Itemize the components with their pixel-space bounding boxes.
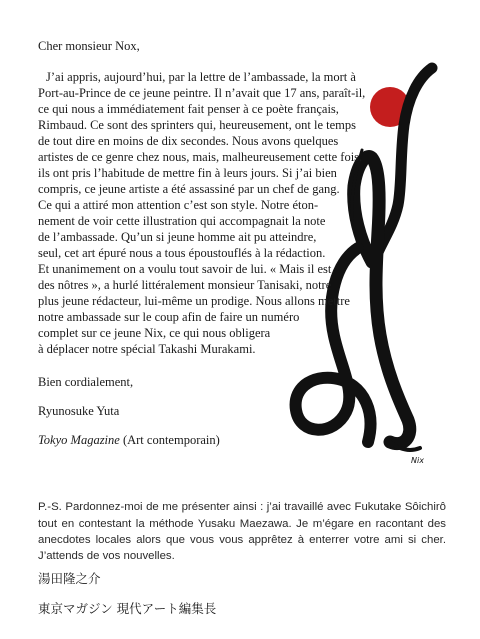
letter-line: Port-au-Prince de ce jeune peintre. Il n’avait que 17 ans, paraît-il, [38, 86, 366, 100]
postscript: P.-S. Pardonnez-moi de me présenter ainsi : j’ai travaillé avec Fukutake Sôichirô tout en contestant la méthode Yusaku Maezawa. Je m’égare en racontant des anecdotes locales alors que vous vous apprêtez à enterrer votre ami si cher. J’attends de vos nouvelles. [38, 501, 446, 562]
letter-line: J’ai appris, aujourd’hui, par la lettre de l’ambassade, la mort à [46, 70, 356, 84]
publication-line [38, 432, 448, 448]
letter-line: de l’ambassade. Qu’un si jeune homme ait pu atteindre, [38, 230, 317, 244]
letter-line: plus jeune rédacteur, lui-même un prodige. Nous allons mettre [38, 294, 350, 308]
letter-line: complet sur ce jeune Nix, ce qui nous obligera [38, 326, 271, 340]
letter-line: artistes de ce genre chez nous, mais, malheureusement cette fois, [38, 150, 363, 164]
japanese-name: 湯田隆之介 [38, 571, 101, 586]
letter-line: seul, cet art épuré nous a tous époustouflés à la rédaction. [38, 246, 326, 260]
letter-line: notre ambassade sur le coup afin de faire un numéro [38, 310, 300, 324]
letter-line: Et unanimement on a voulu tout savoir de lui. « Mais il est [38, 262, 332, 276]
letter-line: de tout dire en moins de dix secondes. Nous avons quelques [38, 134, 339, 148]
artist-signature: Nix [411, 456, 424, 465]
letter-line: ils ont pris l’habitude de mettre fin à leurs jours. Si j’ai bien [38, 166, 337, 180]
japanese-title: 東京マガジン 現代アート編集長 [38, 601, 217, 616]
letter-line: à déplacer notre spécial Takashi Murakami. [38, 342, 256, 356]
letter-line: compris, ce jeune artiste a été assassiné par un chef de gang. [38, 182, 340, 196]
letter-line: Ce qui a attiré mon attention c’est son style. Notre éton- [38, 198, 319, 212]
magazine-section: (Art contemporain) [119, 433, 220, 447]
magazine-name: Tokyo Magazine [38, 433, 120, 447]
salutation: Cher monsieur Nox, [38, 39, 140, 53]
signature: Ryunosuke Yuta [38, 404, 120, 418]
letter-line: Rimbaud. Ce sont des sprinters qui, heureusement, ont le temps [38, 118, 357, 132]
closing: Bien cordialement, [38, 375, 134, 389]
letter-paragraph [38, 69, 448, 357]
letter-line: ce qui nous a immédiatement fait penser à ce poète français, [38, 102, 339, 116]
letter-line: nement de voir cette illustration qui accompagnait la note [38, 214, 326, 228]
letter-body [38, 38, 448, 448]
letter-line: des nôtres », a hurlé littéralement monsieur Tanisaki, notre [38, 278, 332, 292]
